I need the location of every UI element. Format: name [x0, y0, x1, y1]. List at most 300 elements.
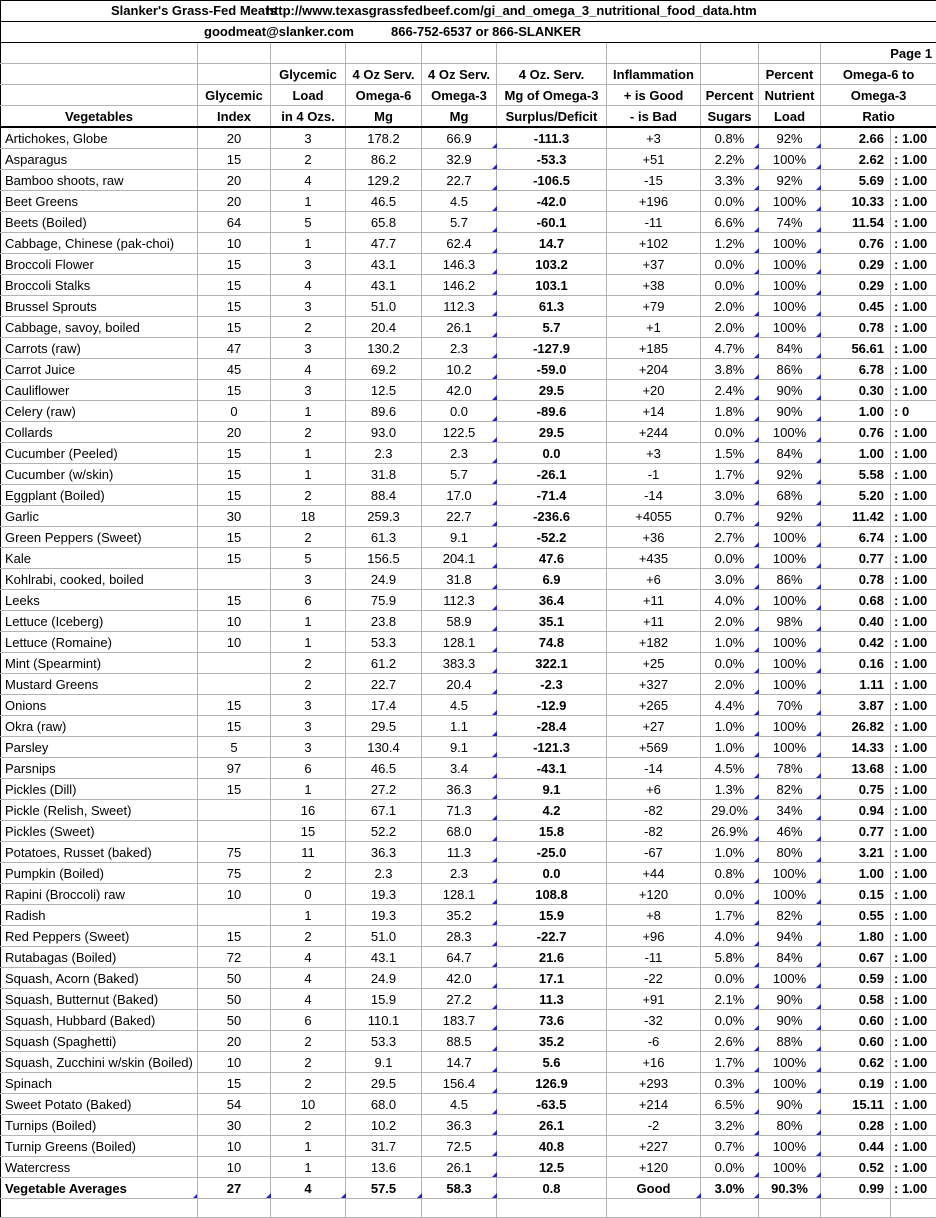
cell-o3: 122.5	[422, 422, 497, 443]
cell-load: 88%	[759, 1031, 821, 1052]
cell-load: 80%	[759, 842, 821, 863]
comment-indicator-icon	[816, 710, 821, 715]
cell-o6: 15.9	[346, 989, 422, 1010]
cell-gi: 15	[198, 590, 271, 611]
cell-o6: 61.3	[346, 527, 422, 548]
cell-o6: 29.5	[346, 716, 422, 737]
cell-o6: 93.0	[346, 422, 422, 443]
cell-inflammation: +227	[607, 1136, 701, 1157]
cell-sugars: 4.0%	[701, 590, 759, 611]
cell-sugars: 1.0%	[701, 632, 759, 653]
cell-sugars: 1.0%	[701, 737, 759, 758]
cell-suffix: : 1.00	[891, 905, 936, 926]
cell-o3: 383.3	[422, 653, 497, 674]
cell-o6: 43.1	[346, 947, 422, 968]
cell-surplus: 0.0	[497, 863, 607, 884]
cell-o6: 67.1	[346, 800, 422, 821]
cell-suffix: : 1.00	[891, 233, 936, 254]
cell-gl: 1	[271, 401, 346, 422]
cell-load: 90%	[759, 401, 821, 422]
cell-inflammation: -11	[607, 947, 701, 968]
comment-indicator-icon	[816, 1151, 821, 1156]
cell-o6: 68.0	[346, 1094, 422, 1115]
cell-o3: 68.0	[422, 821, 497, 842]
cell-load: 100%	[759, 863, 821, 884]
cell-o3: 88.5	[422, 1031, 497, 1052]
comment-indicator-icon	[816, 269, 821, 274]
cell-sugars: 0.7%	[701, 506, 759, 527]
cell-ratio: 0.40	[821, 611, 891, 632]
cell-load: 100%	[759, 527, 821, 548]
cell-o3: 71.3	[422, 800, 497, 821]
cell-gi: 15	[198, 926, 271, 947]
table-row	[1, 464, 936, 485]
cell-suffix: : 1.00	[891, 716, 936, 737]
comment-indicator-icon	[816, 794, 821, 799]
cell-gl: 5	[271, 548, 346, 569]
table-row	[1, 632, 936, 653]
cell-load: 100%	[759, 1157, 821, 1178]
comment-indicator-icon	[492, 962, 497, 967]
cell-surplus: 29.5	[497, 380, 607, 401]
cell-inflammation: -14	[607, 758, 701, 779]
cell-name: Lettuce (Iceberg)	[1, 611, 198, 632]
cell-o6: 52.2	[346, 821, 422, 842]
comment-indicator-icon	[492, 941, 497, 946]
cell-ratio: 0.60	[821, 1010, 891, 1031]
cell-name: Watercress	[1, 1157, 198, 1178]
cell-inflammation: +14	[607, 401, 701, 422]
cell-gi: 20	[198, 191, 271, 212]
comment-indicator-icon	[816, 1193, 821, 1198]
cell-ratio: 2.62	[821, 149, 891, 170]
cell-surplus: -43.1	[497, 758, 607, 779]
cell-surplus: 9.1	[497, 779, 607, 800]
cell-o3: 66.9	[422, 127, 497, 149]
cell-blank	[1, 43, 198, 64]
cell-o6: 130.4	[346, 737, 422, 758]
comment-indicator-icon	[492, 395, 497, 400]
cell-name: Mint (Spearmint)	[1, 653, 198, 674]
table-row	[1, 1031, 936, 1052]
cell-surplus: -236.6	[497, 506, 607, 527]
cell-gi: 10	[198, 632, 271, 653]
cell-o3: 112.3	[422, 296, 497, 317]
cell-load: 100%	[759, 149, 821, 170]
cell-blank	[891, 1199, 936, 1218]
cell-suffix: : 1.00	[891, 779, 936, 800]
comment-indicator-icon	[492, 290, 497, 295]
cell-suffix: : 1.00	[891, 863, 936, 884]
comment-indicator-icon	[816, 1046, 821, 1051]
header-cell: Percent	[759, 64, 821, 85]
comment-indicator-icon	[492, 353, 497, 358]
comment-indicator-icon	[816, 227, 821, 232]
cell-surplus: 29.5	[497, 422, 607, 443]
cell-ratio: 1.00	[821, 401, 891, 422]
cell-ratio: 0.45	[821, 296, 891, 317]
cell-suffix: : 1.00	[891, 653, 936, 674]
cell-o6: 129.2	[346, 170, 422, 191]
cell-o3: 146.2	[422, 275, 497, 296]
table-row	[1, 548, 936, 569]
comment-indicator-icon	[816, 836, 821, 841]
comment-indicator-icon	[492, 584, 497, 589]
cell-load: 100%	[759, 296, 821, 317]
table-row	[1, 926, 936, 947]
cell-gi: 72	[198, 947, 271, 968]
comment-indicator-icon	[816, 668, 821, 673]
comment-indicator-icon	[816, 1088, 821, 1093]
cell-o6: 156.5	[346, 548, 422, 569]
cell-o3: 183.7	[422, 1010, 497, 1031]
source-url: http://www.texasgrassfedbeef.com/gi_and_omega_3_nutritional_food_data.htm	[266, 1, 757, 20]
cell-o3: 11.3	[422, 842, 497, 863]
cell-ratio: 0.29	[821, 275, 891, 296]
cell-ratio: 0.30	[821, 380, 891, 401]
cell-inflammation: +96	[607, 926, 701, 947]
cell-gi: 15	[198, 548, 271, 569]
cell-surplus: 322.1	[497, 653, 607, 674]
cell-o6: 19.3	[346, 905, 422, 926]
comment-indicator-icon	[816, 1025, 821, 1030]
cell-inflammation: +3	[607, 443, 701, 464]
cell-o6: 89.6	[346, 401, 422, 422]
cell-o3: 28.3	[422, 926, 497, 947]
cell-name: Parsnips	[1, 758, 198, 779]
cell-load: 86%	[759, 359, 821, 380]
cell-ratio: 0.58	[821, 989, 891, 1010]
cell-o3: 72.5	[422, 1136, 497, 1157]
cell-load: 100%	[759, 191, 821, 212]
cell-o3: 9.1	[422, 527, 497, 548]
cell-name: Pickles (Dill)	[1, 779, 198, 800]
comment-indicator-icon	[816, 773, 821, 778]
cell-sugars: 1.0%	[701, 842, 759, 863]
cell-gl: 1	[271, 779, 346, 800]
cell-o3: 62.4	[422, 233, 497, 254]
comment-indicator-icon	[492, 836, 497, 841]
cell-gl: 0	[271, 884, 346, 905]
cell-o3: 5.7	[422, 212, 497, 233]
cell-ratio: 2.66	[821, 127, 891, 149]
cell-load: 92%	[759, 506, 821, 527]
cell-name: Turnips (Boiled)	[1, 1115, 198, 1136]
cell-o3: 1.1	[422, 716, 497, 737]
header-cell: Omega-6 to	[821, 64, 936, 85]
cell-load: 92%	[759, 170, 821, 191]
cell-o3: 2.3	[422, 338, 497, 359]
cell-surplus: 126.9	[497, 1073, 607, 1094]
cell-sugars: 1.3%	[701, 779, 759, 800]
cell-suffix: : 1.00	[891, 548, 936, 569]
cell-o3: 22.7	[422, 170, 497, 191]
cell-gi: 20	[198, 127, 271, 149]
table-row	[1, 422, 936, 443]
cell-load: 100%	[759, 653, 821, 674]
cell-o6: 24.9	[346, 968, 422, 989]
cell-o3: 26.1	[422, 1157, 497, 1178]
cell-surplus: 36.4	[497, 590, 607, 611]
cell-sugars: 6.6%	[701, 212, 759, 233]
comment-indicator-icon	[492, 1004, 497, 1009]
table-row	[1, 1052, 936, 1073]
cell-inflammation: +51	[607, 149, 701, 170]
cell-surplus: 61.3	[497, 296, 607, 317]
cell-o3: 58.9	[422, 611, 497, 632]
cell-suffix: : 1.00	[891, 1136, 936, 1157]
table-row	[1, 1136, 936, 1157]
cell-sugars: 1.0%	[701, 716, 759, 737]
cell-inflammation: -15	[607, 170, 701, 191]
cell-load: 92%	[759, 464, 821, 485]
cell-name: Asparagus	[1, 149, 198, 170]
title-row	[1, 1, 936, 22]
cell-blank	[607, 1199, 701, 1218]
cell-o6: 88.4	[346, 485, 422, 506]
cell-surplus: 15.8	[497, 821, 607, 842]
averages-row	[1, 1178, 936, 1199]
header-cell: 4 Oz. Serv.	[497, 64, 607, 85]
cell-name: Kohlrabi, cooked, boiled	[1, 569, 198, 590]
cell-gl: 1	[271, 1157, 346, 1178]
cell-gi: 15	[198, 275, 271, 296]
cell-gl: 6	[271, 1010, 346, 1031]
table-row	[1, 674, 936, 695]
header-cell: Nutrient	[759, 85, 821, 106]
cell-surplus: 108.8	[497, 884, 607, 905]
cell-load: 100%	[759, 548, 821, 569]
cell-o6: 29.5	[346, 1073, 422, 1094]
comment-indicator-icon	[816, 374, 821, 379]
cell-suffix: : 1.00	[891, 884, 936, 905]
cell-inflammation: +16	[607, 1052, 701, 1073]
header-row-2	[1, 85, 936, 106]
store-name: Slanker's Grass-Fed Meats	[111, 1, 277, 20]
cell-gi: 15	[198, 527, 271, 548]
cell-blank	[607, 43, 701, 64]
cell-sugars: 4.7%	[701, 338, 759, 359]
header-row-3	[1, 106, 936, 128]
cell-ratio: 1.80	[821, 926, 891, 947]
table-row	[1, 527, 936, 548]
table-row	[1, 800, 936, 821]
cell-inflammation: +214	[607, 1094, 701, 1115]
header-cell-vegetables: Vegetables	[1, 106, 198, 128]
cell-surplus: 103.2	[497, 254, 607, 275]
cell-sugars: 2.0%	[701, 611, 759, 632]
cell-suffix: : 1.00	[891, 506, 936, 527]
cell-name: Parsley	[1, 737, 198, 758]
cell-load: 92%	[759, 127, 821, 149]
contact-cell	[1, 22, 936, 43]
cell-load: 34%	[759, 800, 821, 821]
table-row	[1, 506, 936, 527]
comment-indicator-icon	[816, 500, 821, 505]
cell-surplus: -2.3	[497, 674, 607, 695]
cell-o3: 36.3	[422, 779, 497, 800]
cell-load: 100%	[759, 884, 821, 905]
cell-gi: 15	[198, 296, 271, 317]
cell-gi: 15	[198, 380, 271, 401]
cell-surplus: -53.3	[497, 149, 607, 170]
cell-sugars: 0.3%	[701, 1073, 759, 1094]
comment-indicator-icon	[816, 164, 821, 169]
cell-o6: 43.1	[346, 254, 422, 275]
header-cell	[701, 64, 759, 85]
header-cell: Omega-6	[346, 85, 422, 106]
cell-name: Collards	[1, 422, 198, 443]
cell-o3: 27.2	[422, 989, 497, 1010]
cell-gl: 11	[271, 842, 346, 863]
cell-o3: 128.1	[422, 884, 497, 905]
cell-ratio: 3.87	[821, 695, 891, 716]
cell-load: 90%	[759, 1094, 821, 1115]
cell-inflammation: +6	[607, 779, 701, 800]
cell-sugars: 0.0%	[701, 1010, 759, 1031]
cell-sugars: 0.0%	[701, 275, 759, 296]
header-cell-nutrient-load: Load	[759, 106, 821, 128]
comment-indicator-icon	[816, 920, 821, 925]
comment-indicator-icon	[816, 1109, 821, 1114]
cell-ratio: 1.00	[821, 863, 891, 884]
cell-gl: 15	[271, 821, 346, 842]
cell-gl: 1	[271, 464, 346, 485]
cell-sugars: 3.0%	[701, 569, 759, 590]
table-row	[1, 296, 936, 317]
cell-name: Broccoli Stalks	[1, 275, 198, 296]
cell-suffix: : 1.00	[891, 212, 936, 233]
cell-ratio: 15.11	[821, 1094, 891, 1115]
cell-sugars: 3.3%	[701, 170, 759, 191]
cell-ratio: 14.33	[821, 737, 891, 758]
cell-ratio: 0.29	[821, 254, 891, 275]
cell-load: 100%	[759, 1052, 821, 1073]
comment-indicator-icon	[492, 374, 497, 379]
table-row	[1, 149, 936, 170]
cell-name: Onions	[1, 695, 198, 716]
cell-surplus: -25.0	[497, 842, 607, 863]
cell-surplus: 11.3	[497, 989, 607, 1010]
cell-surplus: -89.6	[497, 401, 607, 422]
header-cell: Load	[271, 85, 346, 106]
cell-sugars: 1.7%	[701, 464, 759, 485]
comment-indicator-icon	[816, 1004, 821, 1009]
cell-suffix: : 1.00	[891, 275, 936, 296]
cell-gi: 50	[198, 1010, 271, 1031]
cell-load: 84%	[759, 947, 821, 968]
cell-gi	[198, 800, 271, 821]
cell-gl: 2	[271, 1073, 346, 1094]
cell-load: 70%	[759, 695, 821, 716]
cell-name: Cauliflower	[1, 380, 198, 401]
cell-gi: 20	[198, 1031, 271, 1052]
cell-o6: 47.7	[346, 233, 422, 254]
cell-sugars: 1.7%	[701, 905, 759, 926]
comment-indicator-icon	[492, 1193, 497, 1198]
cell-gi: 10	[198, 1136, 271, 1157]
comment-indicator-icon	[492, 1172, 497, 1177]
cell-gi: 15	[198, 485, 271, 506]
cell-blank	[1, 1199, 198, 1218]
cell-load: 90.3%	[759, 1178, 821, 1199]
cell-ratio: 0.94	[821, 800, 891, 821]
cell-sugars: 0.0%	[701, 422, 759, 443]
cell-ratio: 11.54	[821, 212, 891, 233]
cell-inflammation: +38	[607, 275, 701, 296]
cell-load: 100%	[759, 1136, 821, 1157]
cell-ratio: 0.15	[821, 884, 891, 905]
cell-ratio: 0.76	[821, 422, 891, 443]
table-row	[1, 212, 936, 233]
comment-indicator-icon	[816, 857, 821, 862]
cell-blank	[821, 1199, 891, 1218]
comment-indicator-icon	[492, 1046, 497, 1051]
cell-o3: 2.3	[422, 443, 497, 464]
table-row	[1, 590, 936, 611]
header-cell-sugars: Sugars	[701, 106, 759, 128]
table-row	[1, 653, 936, 674]
cell-load: 100%	[759, 590, 821, 611]
cell-gl: 1	[271, 443, 346, 464]
comment-indicator-icon	[492, 1109, 497, 1114]
cell-sugars: 5.8%	[701, 947, 759, 968]
cell-o6: 24.9	[346, 569, 422, 590]
cell-ratio: 1.00	[821, 443, 891, 464]
cell-gl: 18	[271, 506, 346, 527]
header-cell: + is Good	[607, 85, 701, 106]
cell-o3: 4.5	[422, 695, 497, 716]
cell-gi: 15	[198, 779, 271, 800]
comment-indicator-icon	[492, 815, 497, 820]
cell-gl: 4	[271, 1178, 346, 1199]
header-cell: Inflammation	[607, 64, 701, 85]
cell-name: Squash, Zucchini w/skin (Boiled)	[1, 1052, 198, 1073]
cell-o6: 46.5	[346, 758, 422, 779]
cell-sugars: 0.0%	[701, 191, 759, 212]
cell-o3: 35.2	[422, 905, 497, 926]
cell-o3: 14.7	[422, 1052, 497, 1073]
cell-gl: 16	[271, 800, 346, 821]
cell-ratio: 0.28	[821, 1115, 891, 1136]
cell-surplus: -71.4	[497, 485, 607, 506]
comment-indicator-icon	[492, 878, 497, 883]
cell-ratio: 0.52	[821, 1157, 891, 1178]
cell-blank	[701, 1199, 759, 1218]
comment-indicator-icon	[816, 899, 821, 904]
cell-ratio: 0.44	[821, 1136, 891, 1157]
cell-sugars: 26.9%	[701, 821, 759, 842]
cell-gi	[198, 821, 271, 842]
cell-o6: 75.9	[346, 590, 422, 611]
table-row	[1, 380, 936, 401]
cell-inflammation: -11	[607, 212, 701, 233]
cell-sugars: 3.0%	[701, 1178, 759, 1199]
cell-gl: 3	[271, 380, 346, 401]
contact-email: goodmeat@slanker.com	[204, 22, 354, 41]
cell-name: Garlic	[1, 506, 198, 527]
cell-blank	[422, 1199, 497, 1218]
cell-name: Rutabagas (Boiled)	[1, 947, 198, 968]
cell-surplus: -26.1	[497, 464, 607, 485]
cell-surplus: -28.4	[497, 716, 607, 737]
table-row	[1, 254, 936, 275]
header-cell-inflammation: - is Bad	[607, 106, 701, 128]
cell-name: Lettuce (Romaine)	[1, 632, 198, 653]
table-row	[1, 842, 936, 863]
cell-load: 82%	[759, 779, 821, 800]
cell-sugars: 0.0%	[701, 254, 759, 275]
